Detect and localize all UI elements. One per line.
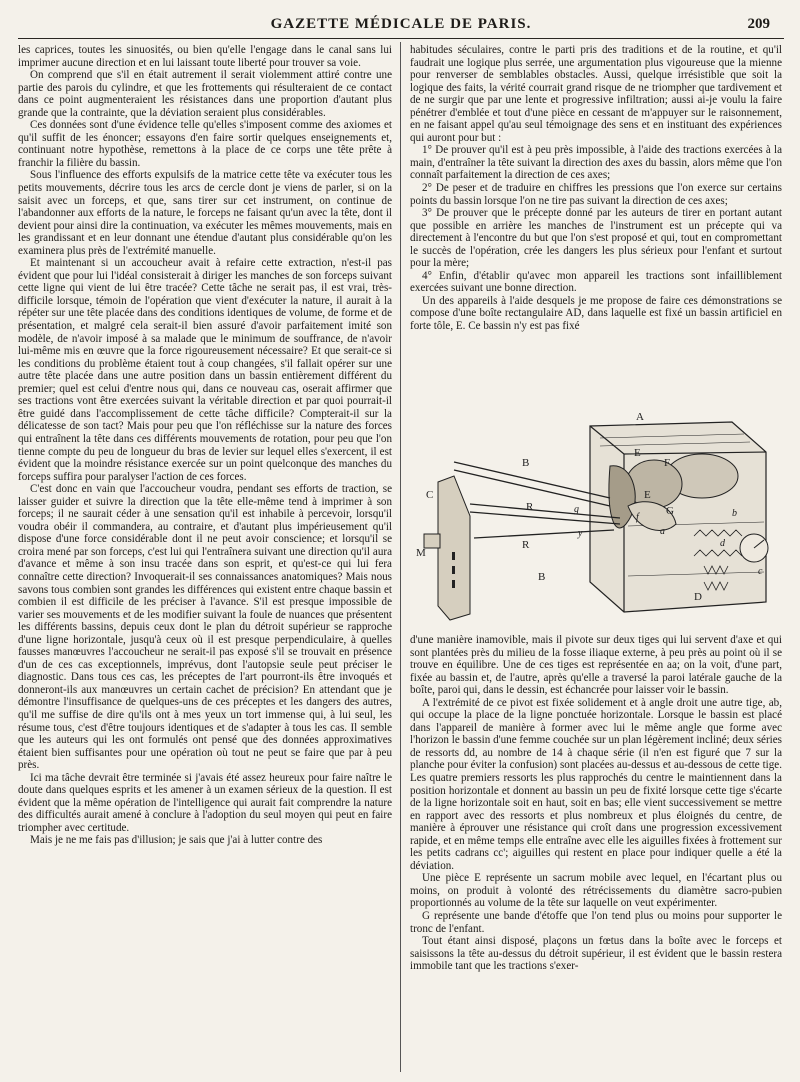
list-item: 2° De peser et de traduire en chiffres les pressions que l'on exerce sur certains points du bassin lorsque l'on ne tire pas suivant la direction de ces axes; <box>410 182 782 207</box>
paragraph: Un des appareils à l'aide desquels je me propose de faire ces démonstrations se compose d'une boîte rectangulaire AD, dans laquelle est fixé un bassin artificiel en forte tôle, E. Ce bassin n'y est pas fixé <box>410 294 782 333</box>
paragraph: Tout étant ainsi disposé, plaçons un fœtus dans la boîte avec le forceps et saisissons la tête au-dessus du détroit supérieur, il est évident que le bassin restera immobile tant que les tractions s'exer- <box>410 935 782 973</box>
figure-label: g <box>574 504 579 515</box>
figure-label: M <box>416 547 426 559</box>
paragraph: Une pièce E représente un sacrum mobile avec lequel, en l'écartant plus ou moins, on produit à volonté des rétrécissements du diamètre sacro-pubien proportionnés au volume de la tête sur laquelle on veut expérimenter. <box>410 872 782 910</box>
figure-label: R <box>522 539 530 551</box>
paragraph: habitudes séculaires, contre le parti pris des traditions et de la routine, et qu'il faudrait une logique plus serrée, une argumentation plus vigoureuse que la mienne pour renverser de semblables obstacles. Aussi, quelque irrésistible que soit la logique des faits, la vérité courrait grand risque de ne triompher que tardivement et de ne surgir que par une lente et progressive infiltration; aussi ai-je voulu la faire pénétrer d'emblée et tout d'une pièce en cessant de m'appuyer sur le raisonnement, en ne faisant appel qu'au seul témoignage des sens et en instituant des expériences qui auront pour but : <box>410 44 782 144</box>
figure-label: c <box>758 566 763 577</box>
paragraph: Mais je ne me fais pas d'illusion; je sais que j'ai à lutter contre des <box>30 834 323 847</box>
paragraph: Ici ma tâche devrait être terminée si j'avais été assez heureux pour faire naître le doute dans quelques esprits et les amener à un examen sérieux de la question. Il est évident que la même opération de l'intelligence qui aurait fait comprendre la nature des difficultés aurait amené à conclure à l'adoption du seul moyen qui peut en faire triompher avec certitude. <box>18 771 392 834</box>
paragraph: On comprend que s'il en était autrement il serait violemment attiré contre une partie des parois du cylindre, et que les frottements qui résulteraient de ce contact dans ce point augmenteraient les résistances dans une proportion d'autant plus grande que la contrainte, que la déviation seraient plus considérables. <box>18 69 392 119</box>
list-item: 1° De prouver qu'il est à peu près impossible, à l'aide des tractions exercées à la main, d'entraîner la tête suivant la direction des axes du bassin, alors même que l'on connaît parfaitement la direction de ces axes; <box>410 144 782 182</box>
apparatus-engraving <box>414 406 780 628</box>
figure-label: y <box>578 528 583 539</box>
figure-label: G <box>666 505 674 517</box>
figure-label: A <box>636 411 644 423</box>
paragraph: Ces données sont d'une évidence telle qu'elles s'imposent comme des axiomes et qu'il suffit de les énoncer; essayons d'en faire sortir quelques enseignements et, continuant notre hypothèse, remettons à la place de ce corps une tête prête à franchir la filière du bassin. <box>18 119 392 169</box>
page-header <box>18 14 784 39</box>
figure-label: B <box>522 457 530 469</box>
figure-label: F <box>664 457 671 469</box>
journal-title: GAZETTE MÉDICALE DE PARIS. <box>270 16 532 32</box>
left-column <box>18 44 392 847</box>
right-column-top <box>410 44 782 333</box>
paragraph: Et maintenant si un accoucheur avait à refaire cette extraction, n'est-il pas évident que pour lui l'idéal consisterait à diriger les manches de son forceps suivant cette ligne qui vient de lui être tracée? Cette tâche ne serait pas, il est vrai, très-difficile lorsque, témoin de l'opération que vient d'exécuter la nature, il aurait à la répéter sur une tête placée dans des conditions identiques de volume, de forme et de présentation, et malgré cela serait-il bien assuré d'avoir parfaitement imité son modèle, de n'avoir imposé à sa malade que le minimum de souffrance, de n'avoir lui-même mis en œuvre que la force rigoureusement nécessaire? Et que serait-ce si les conditions du problème étaient tout à coup changées, s'il fallait opérer sur une autre tête placée dans une autre position dans un bassin entièrement différent du premier; quel est celui d'entre nous qui, dans ce nouveau cas, oserait affirmer que ses tractions vont être exercées suivant la véritable direction et par quoi pourrait-il être guidé dans l'accomplissement de cette tâche difficile? Compterait-il sur la délicatesse de son tact? Mais pour peu que l'on réfléchisse sur la nature des forces qui entraînent la tête dans ces différents mouvements de rotation, pour peu que l'on tienne compte du peu de longueur du bras de levier sur lequel elles s'exercent, il est évident que la moindre résistance exercée sur un point quelconque des manches du forceps suffira pour paralyser l'action de ces forces. <box>18 257 392 483</box>
list-item: 4° Enfin, d'établir qu'avec mon appareil les tractions sont infailliblement exercées suivant une bonne direction. <box>410 269 782 295</box>
figure-label: a <box>660 526 665 537</box>
figure-label: R <box>526 501 534 513</box>
paragraph: G représente une bande d'étoffe que l'on tend plus ou moins pour supporter le tronc de l'enfant. <box>410 910 782 935</box>
list-item: 3° De prouver que le précepte donné par les auteurs de tirer en portant autant que possible en arrière les manches de l'instrument est un précepte qui va directement à l'encontre du but que l'on s'est proposé et qui, tout en compromettant le succès de l'opération, crée les dangers les plus sérieux pour l'enfant et surtout pour la mère; <box>410 207 782 270</box>
figure-label: f <box>636 512 639 523</box>
figure-label: E <box>644 489 651 501</box>
paragraph: les caprices, toutes les sinuosités, ou bien qu'elle l'engage dans le canal sans lui imprimer aucune direction et en lui laissant toute liberté pour trouver sa voie. <box>18 44 392 69</box>
paragraph: C'est donc en vain que l'accoucheur voudra, pendant ses efforts de traction, se laisser guider et suivre la direction que la tête elle-même tend à imprimer à son forceps; il ne saurait céder à une sensation qu'il est inhabile à percevoir, lorsqu'il voudra obéir il commandera, au contraire, et d'autant plus impérieusement qu'il dispose d'une force considérable dont il ne peut avoir conscience; et lorsqu'il se croira mené par son forceps, c'est lui qui l'entraînera suivant une direction qu'il aura d'avance et même à son insu tracée dans son esprit, et qu'est-ce qui lui fera connaître cette direction? Invoquerait-il ses connaissances anatomiques? Mais nous savons tous combien sont grandes les différences qui existent entre chaque bassin et combien il est difficile de les préciser à l'avance. S'il est presque impossible de varier ses mouvements et de les modifier suivant la foule de nuances que présentent les différents bassins, depuis ceux dont le plan du détroit supérieur se rapproche d'une ligne horizontale, jusqu'à ceux où il est presque perpendiculaire, à quelles fausses manœuvres l'accoucheur ne serait-il pas exposé s'il se trouvait en présence d'un de ces cas exceptionnels, imprévus, dont l'autopsie seule peut préciser le diagnostic. Dans tous ces cas, les préceptes de l'art pourront-ils être invoqués et donneront-ils aux manœuvres un certain cachet de précision? En attendant que je démontre l'insuffisance de quelques-uns de ces préceptes et les dangers des autres, qu'il me suffise de dire qu'ils ont à mes yeux un tort immense qui, à lui seul, les résume tous, c'est d'être toujours identiques et de s'adapter à tous les cas. Il semble que les auteurs qui les ont formulés ont pensé que des données approximatives étaient bien suffisantes pour une opération où tout ne peut se faire que par à peu près. <box>18 483 392 772</box>
apparatus-figure <box>414 406 780 628</box>
figure-label: D <box>694 591 702 603</box>
figure-label: B <box>538 571 546 583</box>
column-divider <box>400 42 401 1072</box>
figure-label: d <box>720 538 725 549</box>
figure-label: b <box>732 508 737 519</box>
figure-label: C <box>426 489 434 501</box>
page-number: 209 <box>747 16 770 32</box>
right-column-bottom <box>410 634 782 973</box>
figure-label: E <box>634 447 641 459</box>
paragraph: A l'extrémité de ce pivot est fixée solidement et à angle droit une autre tige, ab, qui occupe la place de la ligne ponctuée horizontale. Lorsque le bassin est placé dans l'appareil de manière à former avec lui le même angle que forme avec l'horizon le bassin d'une femme couchée sur un plan légèrement incliné; deux séries de ressorts dd, au nombre de 14 à chaque série (il n'en est figuré que 7 sur la planche pour éviter la confusion) sont placées au-dessus et au-dessous de cette tige. Les quatre premiers ressorts les plus rapprochés du centre le maintiennent dans la position horizontale et donnent au bassin un peu de fixité lorsque cette tige s'écarte de la ligne horizontale soit en haut, soit en bas; elle vient successivement se mettre en rapport avec des ressorts et plus nombreux et plus éloignés du centre, de manière à éprouver une résistance qui croît dans une progression excessivement rapide, et en même temps elle entraîne avec elle les aiguilles fixées à frottement sur les petits cadrans cc'; aiguilles qui restent en place pour indiquer quelle a été la déviation. <box>410 696 782 872</box>
paragraph: Sous l'influence des efforts expulsifs de la matrice cette tête va exécuter tous les petits mouvements, décrire tous les arcs de cercle dont je viens de parler, si on la saisit avec un forceps, et que, sans tirer sur cet instrument, on continue de l'abandonner aux efforts de la nature, le forceps ne faisant qu'un avec la tête, dont il devient pour ainsi dire la continuation, va exécuter les mêmes mouvements, mais en les grandissant et en leur donnant une étendue d'autant plus considérable qu'on les examinera plus près de l'extrémité manuelle. <box>18 169 392 257</box>
paragraph: d'une manière inamovible, mais il pivote sur deux tiges qui lui servent d'axe et qui sont plantées près du milieu de la fosse iliaque externe, à peu près au point où il se trouve en équilibre. Une de ces tiges est représentée en aa; on la voit, d'une part, fixée au bassin et, de l'autre, après qu'elle a traversé la paroi latérale gauche de la boîte, paroi qui, dans le dessin, est échancrée pour laisser voir le bassin. <box>410 634 782 697</box>
